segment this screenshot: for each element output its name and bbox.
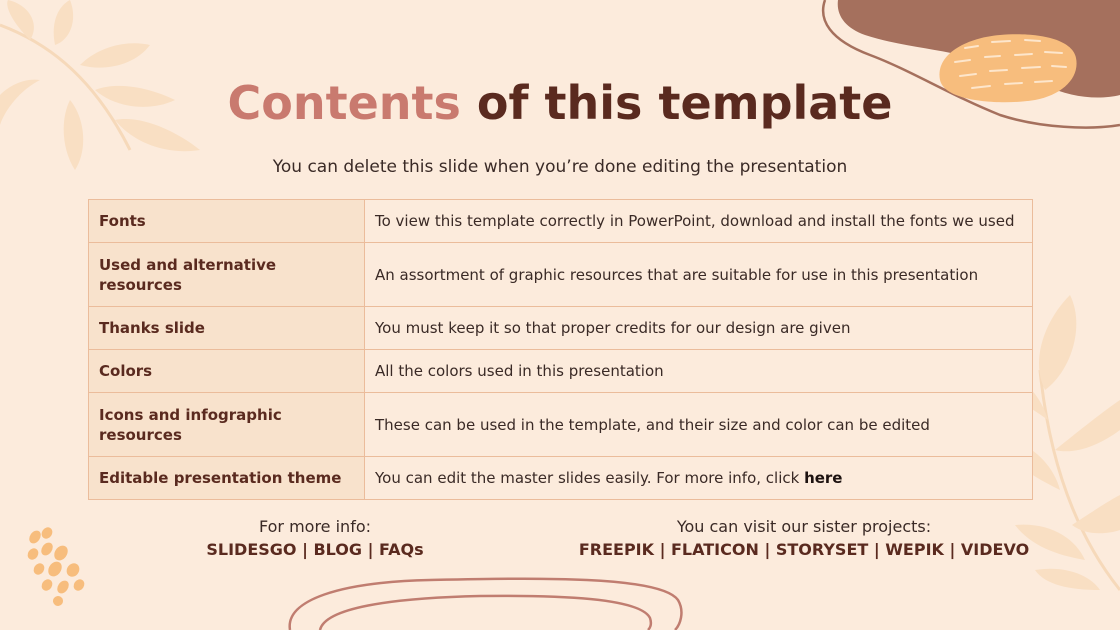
contents-table [88, 199, 1033, 500]
row-description: You can edit the master slides easily. For more info, click [375, 469, 805, 487]
row-description: All the colors used in this presentation [365, 350, 1033, 393]
table-row [89, 350, 1033, 393]
footer-right-links[interactable]: FREEPIK | FLATICON | STORYSET | WEPIK | VIDEVO [578, 540, 1030, 559]
row-label: Icons and infographic resources [89, 393, 365, 457]
row-label: Used and alternative resources [89, 243, 365, 307]
footer-right-label: You can visit our sister projects: [676, 517, 932, 536]
row-description: These can be used in the template, and their size and color can be edited [365, 393, 1033, 457]
outline-loop-bottom [280, 570, 700, 630]
footer-left [185, 515, 445, 561]
row-description-with-link [365, 457, 1033, 500]
row-description: You must keep it so that proper credits for our design are given [365, 307, 1033, 350]
page-title [0, 76, 1120, 130]
table-row [89, 243, 1033, 307]
row-description: An assortment of graphic resources that are suitable for use in this presentation [365, 243, 1033, 307]
row-label: Colors [89, 350, 365, 393]
row-description: To view this template correctly in PowerPoint, download and install the fonts we used [365, 200, 1033, 243]
row-label: Editable presentation theme [89, 457, 365, 500]
table-row [89, 200, 1033, 243]
table-row [89, 393, 1033, 457]
row-label: Fonts [89, 200, 365, 243]
title-accent: Contents [227, 76, 461, 130]
footer-right [574, 515, 1034, 561]
subtitle: You can delete this slide when you’re done editing the presentation [272, 157, 848, 177]
footer-left-label: For more info: [258, 517, 371, 536]
footer-left-links[interactable]: SLIDESGO | BLOG | FAQs [206, 540, 424, 559]
table-row [89, 457, 1033, 500]
table-row [89, 307, 1033, 350]
title-rest: of this template [460, 76, 893, 130]
row-label: Thanks slide [89, 307, 365, 350]
here-link[interactable]: here [804, 469, 843, 487]
dots-bottom-left [25, 527, 95, 607]
